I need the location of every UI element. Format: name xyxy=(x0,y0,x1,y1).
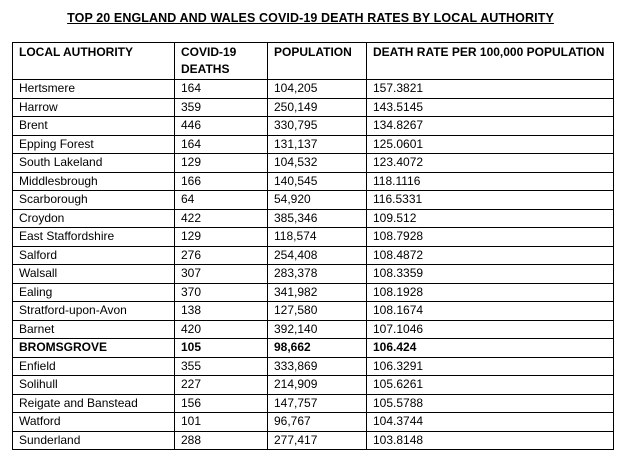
cell-covid-deaths: 164 xyxy=(175,135,268,154)
cell-death-rate: 106.3291 xyxy=(367,357,614,376)
cell-local-authority: Scarborough xyxy=(13,191,175,210)
table-row xyxy=(13,154,614,173)
cell-population: 333,869 xyxy=(268,357,367,376)
cell-population: 385,346 xyxy=(268,209,367,228)
cell-local-authority: Hertsmere xyxy=(13,80,175,99)
table-row xyxy=(13,191,614,210)
cell-local-authority: Salford xyxy=(13,246,175,265)
cell-covid-deaths: 129 xyxy=(175,154,268,173)
cell-death-rate: 104.3744 xyxy=(367,413,614,432)
cell-covid-deaths: 288 xyxy=(175,431,268,450)
table-body xyxy=(13,80,614,450)
cell-death-rate: 108.4872 xyxy=(367,246,614,265)
cell-covid-deaths: 359 xyxy=(175,98,268,117)
cell-covid-deaths: 156 xyxy=(175,394,268,413)
cell-death-rate: 105.5788 xyxy=(367,394,614,413)
table-row xyxy=(13,376,614,395)
cell-local-authority: East Staffordshire xyxy=(13,228,175,247)
cell-death-rate: 134.8267 xyxy=(367,117,614,136)
cell-death-rate: 157.3821 xyxy=(367,80,614,99)
table-row xyxy=(13,357,614,376)
cell-population: 254,408 xyxy=(268,246,367,265)
cell-local-authority: Walsall xyxy=(13,265,175,284)
cell-local-authority: Sunderland xyxy=(13,431,175,450)
cell-covid-deaths: 276 xyxy=(175,246,268,265)
cell-death-rate: 103.8148 xyxy=(367,431,614,450)
cell-population: 127,580 xyxy=(268,302,367,321)
cell-covid-deaths: 446 xyxy=(175,117,268,136)
document-title xyxy=(0,9,621,27)
cell-local-authority: Watford xyxy=(13,413,175,432)
cell-population: 341,982 xyxy=(268,283,367,302)
table-row xyxy=(13,80,614,99)
cell-local-authority: Enfield xyxy=(13,357,175,376)
cell-covid-deaths: 164 xyxy=(175,80,268,99)
cell-population: 214,909 xyxy=(268,376,367,395)
cell-death-rate: 118.1116 xyxy=(367,172,614,191)
cell-population: 54,920 xyxy=(268,191,367,210)
cell-local-authority: Barnet xyxy=(13,320,175,339)
cell-local-authority: Solihull xyxy=(13,376,175,395)
cell-population: 250,149 xyxy=(268,98,367,117)
cell-local-authority: Stratford-upon-Avon xyxy=(13,302,175,321)
cell-death-rate: 109.512 xyxy=(367,209,614,228)
table-row xyxy=(13,209,614,228)
table-row xyxy=(13,98,614,117)
cell-population: 96,767 xyxy=(268,413,367,432)
table-row xyxy=(13,320,614,339)
cell-population: 330,795 xyxy=(268,117,367,136)
cell-population: 131,137 xyxy=(268,135,367,154)
cell-covid-deaths: 420 xyxy=(175,320,268,339)
cell-population: 98,662 xyxy=(268,339,367,358)
cell-population: 118,574 xyxy=(268,228,367,247)
cell-covid-deaths: 422 xyxy=(175,209,268,228)
cell-covid-deaths: 64 xyxy=(175,191,268,210)
table-row xyxy=(13,265,614,284)
cell-local-authority: Epping Forest xyxy=(13,135,175,154)
cell-population: 147,757 xyxy=(268,394,367,413)
table-row xyxy=(13,283,614,302)
cell-death-rate: 116.5331 xyxy=(367,191,614,210)
cell-death-rate: 108.1928 xyxy=(367,283,614,302)
cell-population: 283,378 xyxy=(268,265,367,284)
table-header-row xyxy=(13,43,614,80)
cell-covid-deaths: 105 xyxy=(175,339,268,358)
document-title-text: TOP 20 ENGLAND AND WALES COVID-19 DEATH RATES BY LOCAL AUTHORITY xyxy=(67,11,554,25)
cell-death-rate: 108.1674 xyxy=(367,302,614,321)
table-row xyxy=(13,117,614,136)
cell-local-authority: Croydon xyxy=(13,209,175,228)
cell-covid-deaths: 166 xyxy=(175,172,268,191)
cell-covid-deaths: 227 xyxy=(175,376,268,395)
table-row xyxy=(13,228,614,247)
header-death-rate: DEATH RATE PER 100,000 POPULATION xyxy=(367,43,614,80)
cell-local-authority: Harrow xyxy=(13,98,175,117)
cell-death-rate: 105.6261 xyxy=(367,376,614,395)
cell-death-rate: 123.4072 xyxy=(367,154,614,173)
header-population: POPULATION xyxy=(268,43,367,80)
header-covid-deaths: COVID-19 DEATHS xyxy=(175,43,268,80)
cell-death-rate: 143.5145 xyxy=(367,98,614,117)
table-row xyxy=(13,394,614,413)
cell-local-authority: Reigate and Banstead xyxy=(13,394,175,413)
cell-death-rate: 107.1046 xyxy=(367,320,614,339)
cell-covid-deaths: 307 xyxy=(175,265,268,284)
cell-covid-deaths: 129 xyxy=(175,228,268,247)
table-row xyxy=(13,246,614,265)
cell-local-authority: Brent xyxy=(13,117,175,136)
cell-population: 140,545 xyxy=(268,172,367,191)
cell-death-rate: 106.424 xyxy=(367,339,614,358)
table-row xyxy=(13,302,614,321)
table-row xyxy=(13,413,614,432)
header-local-authority: LOCAL AUTHORITY xyxy=(13,43,175,80)
cell-covid-deaths: 138 xyxy=(175,302,268,321)
table-row xyxy=(13,339,614,358)
table-row xyxy=(13,135,614,154)
cell-covid-deaths: 355 xyxy=(175,357,268,376)
cell-local-authority: BROMSGROVE xyxy=(13,339,175,358)
cell-local-authority: Ealing xyxy=(13,283,175,302)
cell-population: 104,532 xyxy=(268,154,367,173)
table-row xyxy=(13,431,614,450)
cell-death-rate: 125.0601 xyxy=(367,135,614,154)
cell-covid-deaths: 101 xyxy=(175,413,268,432)
cell-death-rate: 108.7928 xyxy=(367,228,614,247)
cell-death-rate: 108.3359 xyxy=(367,265,614,284)
cell-covid-deaths: 370 xyxy=(175,283,268,302)
cell-local-authority: Middlesbrough xyxy=(13,172,175,191)
table-row xyxy=(13,172,614,191)
cell-population: 104,205 xyxy=(268,80,367,99)
death-rate-table xyxy=(12,42,614,450)
cell-population: 277,417 xyxy=(268,431,367,450)
cell-local-authority: South Lakeland xyxy=(13,154,175,173)
cell-population: 392,140 xyxy=(268,320,367,339)
